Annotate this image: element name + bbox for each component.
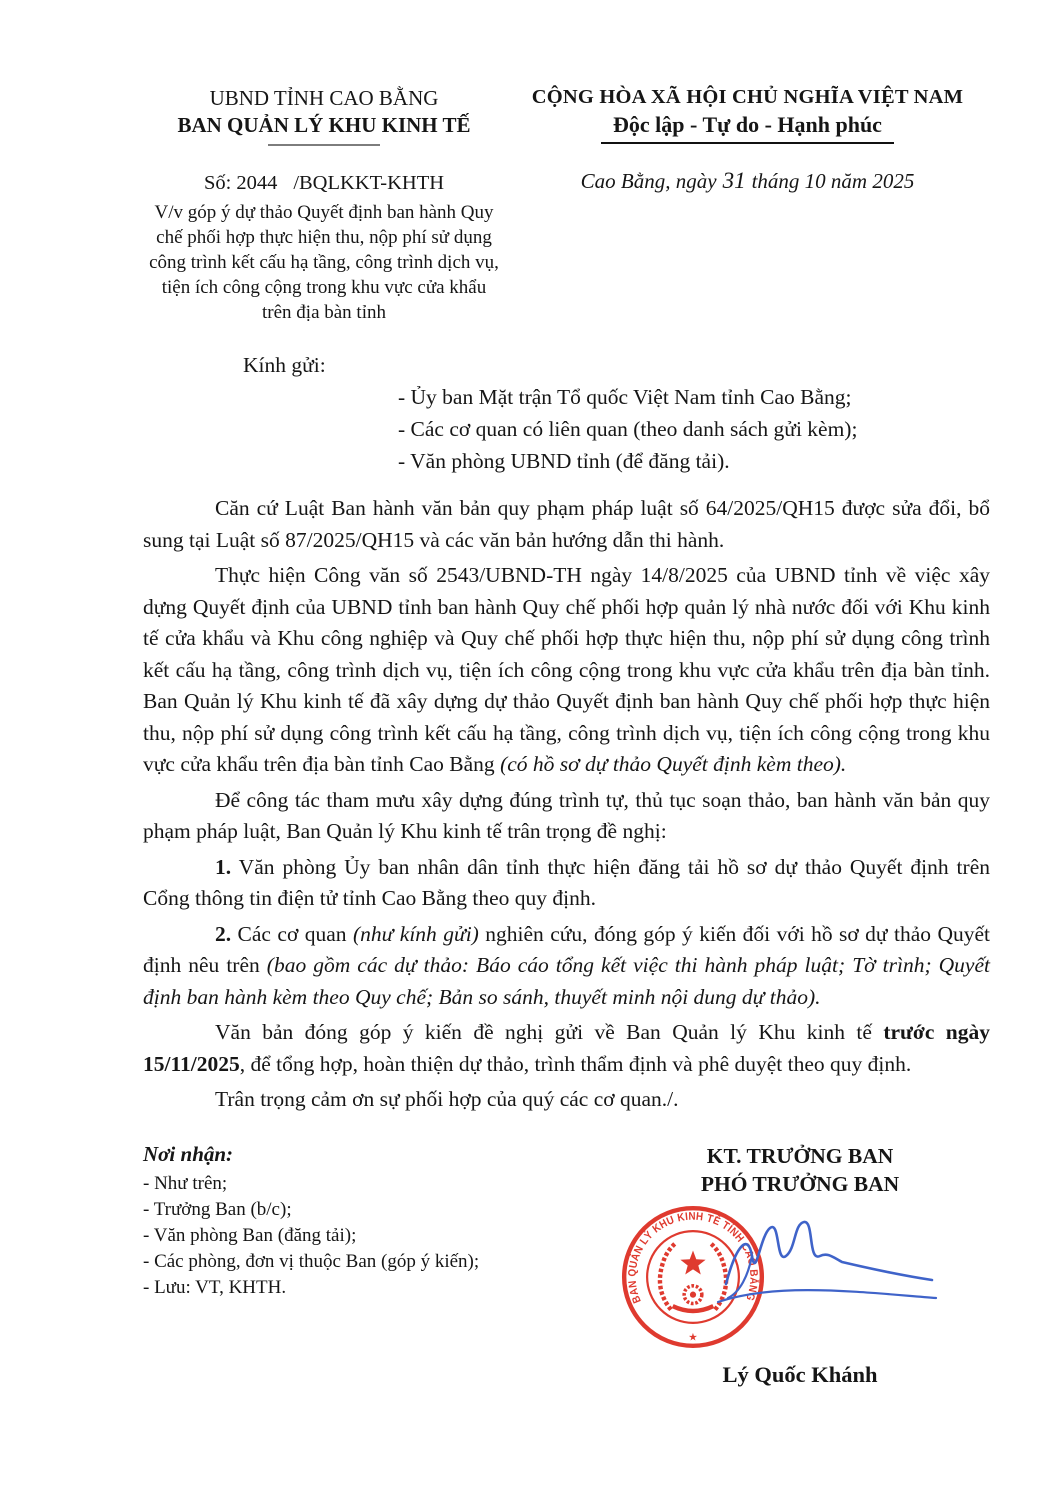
body-paragraph-1	[143, 493, 990, 556]
seal-text: BAN QUẢN LÝ KHU KINH TẾ TỈNH CAO BẰNG	[626, 1210, 760, 1305]
org-underline	[268, 144, 380, 146]
document-footer	[143, 1142, 990, 1388]
document-number-line	[143, 172, 505, 195]
recipient-item: - Văn phòng UBND tỉnh (để đăng tải).	[398, 449, 730, 473]
national-header-block	[505, 86, 990, 325]
handwritten-signature	[708, 1206, 948, 1316]
text-run-italic: (có hồ sơ dự thảo Quyết định kèm theo).	[500, 752, 847, 776]
text-run-bold: trước ngày 15/11/2025	[143, 1020, 990, 1076]
document-body	[143, 493, 990, 1116]
body-paragraph-5	[143, 919, 990, 1014]
text-run: , để tổng hợp, hoàn thiện dự thảo, trình thẩm định và phê duyệt theo quy định.	[239, 1051, 912, 1076]
body-paragraph-6	[143, 1017, 990, 1080]
salutation-block	[143, 349, 990, 477]
date-day: 31	[722, 168, 746, 193]
signature-block	[580, 1142, 1020, 1388]
text-run: Văn bản đóng góp ý kiến đề nghị gửi về Ban Quản lý Khu kinh tế	[215, 1020, 884, 1044]
date-suffix: tháng 10 năm 2025	[751, 169, 915, 193]
national-motto: Độc lập - Tự do - Hạnh phúc	[601, 112, 894, 144]
text-run: Để công tác tham mưu xây dựng đúng trình tự, thủ tục soạn thảo, ban hành văn bản quy phạm pháp luật, Ban Quản lý Khu kinh tế trân trọng đề nghị:	[143, 787, 990, 843]
noi-nhan-item: - Như trên;	[143, 1172, 228, 1194]
text-run: nghiên cứu, đóng góp ý kiến đối với hồ sơ dự thảo Quyết định nêu trên	[143, 921, 990, 977]
document-subject: V/v góp ý dự thảo Quyết định ban hành Quy chế phối hợp thực hiện thu, nộp phí sử dụng công trình kết cấu hạ tầng, công trình dịch vụ, tiện ích công cộng trong khu vực cửa khẩu trên địa bàn tỉnh	[149, 202, 499, 323]
noi-nhan-item: - Trưởng Ban (b/c);	[143, 1198, 292, 1220]
noi-nhan-item: - Lưu: VT, KHTH.	[143, 1276, 287, 1298]
recipient-list	[398, 381, 990, 477]
recipient-item: - Các cơ quan có liên quan (theo danh sách gửi kèm);	[398, 417, 858, 441]
text-run-italic: (bao gồm các dự thảo: Báo cáo tổng kết việc thi hành pháp luật; Tờ trình; Quyết định ban hành kèm theo Quy chế; Bản so sánh, thuyết minh nội dung dự thảo).	[143, 953, 990, 1009]
noi-nhan-label: Nơi nhận:	[143, 1141, 234, 1166]
body-paragraph-7	[143, 1084, 990, 1116]
date-prefix: Cao Bằng, ngày	[580, 169, 717, 193]
so-number: 2044	[236, 172, 278, 194]
document-header	[143, 86, 990, 325]
text-run: Căn cứ Luật Ban hành văn bản quy phạm pháp luật số 64/2025/QH15 được sửa đổi, bổ sung tại Luật số 87/2025/QH15 và các văn bản hướng dẫn thi hành.	[143, 496, 990, 552]
text-run: Thực hiện Công văn số 2543/UBND-TH ngày 14/8/2025 của UBND tỉnh về việc xây dựng Quyết định của UBND tỉnh ban hành Quy chế phối hợp quản lý nhà nước đối với Khu kinh tế cửa khẩu và Khu công nghiệp và Quy chế phối hợp thực hiện thu, nộp phí sử dụng công trình kết cấu hạ tầng, công trình dịch vụ, tiện ích công cộng trong khu vực cửa khẩu trên địa bàn tỉnh. Ban Quản lý Khu kinh tế đã xây dựng dự thảo Quyết định ban hành Quy chế phối hợp thực hiện thu, nộp phí sử dụng công trình kết cấu hạ tầng, công trình dịch vụ, tiện ích công cộng trong khu vực cửa khẩu trên địa bàn tỉnh Cao Bằng	[143, 563, 990, 776]
place-date-line	[505, 168, 990, 194]
org-name: BAN QUẢN LÝ KHU KINH TẾ	[177, 113, 471, 137]
text-run: Các cơ quan	[231, 921, 353, 946]
salutation-label: Kính gửi:	[243, 353, 326, 377]
signer-position-2: PHÓ TRƯỞNG BAN	[700, 1171, 900, 1196]
so-label: Số:	[203, 172, 232, 194]
national-title: CỘNG HÒA XÃ HỘI CHỦ NGHĨA VIỆT NAM	[531, 86, 964, 108]
noi-nhan-item: - Các phòng, đơn vị thuộc Ban (góp ý kiến);	[143, 1250, 480, 1272]
recipient-item: - Ủy ban Mặt trận Tổ quốc Việt Nam tỉnh Cao Bằng;	[398, 385, 852, 409]
body-paragraph-3	[143, 785, 990, 848]
recipients-footer-block	[143, 1142, 528, 1388]
body-paragraph-4	[143, 852, 990, 915]
text-run-bold: 2.	[215, 921, 232, 946]
body-paragraph-2	[143, 560, 990, 781]
seal-and-signature-area	[580, 1202, 1020, 1354]
issuing-org-block	[143, 86, 505, 325]
signer-name: Lý Quốc Khánh	[722, 1361, 878, 1387]
seal-star-icon: ★	[688, 1332, 698, 1344]
so-symbol: /BQLKKT-KHTH	[293, 172, 445, 194]
org-parent-name: UBND TỈNH CAO BẰNG	[209, 86, 439, 110]
text-run-italic: (như kính gửi)	[352, 921, 479, 946]
signer-position-1: KT. TRƯỞNG BAN	[706, 1143, 894, 1168]
text-run-bold: 1.	[215, 854, 232, 879]
noi-nhan-item: - Văn phòng Ban (đăng tải);	[143, 1224, 357, 1246]
text-run: Văn phòng Ủy ban nhân dân tỉnh thực hiện đăng tải hồ sơ dự thảo Quyết định trên Cổng thông tin điện tử tỉnh Cao Bằng theo quy định.	[143, 854, 990, 910]
text-run: Trân trọng cảm ơn sự phối hợp của quý các cơ quan./.	[215, 1087, 679, 1111]
